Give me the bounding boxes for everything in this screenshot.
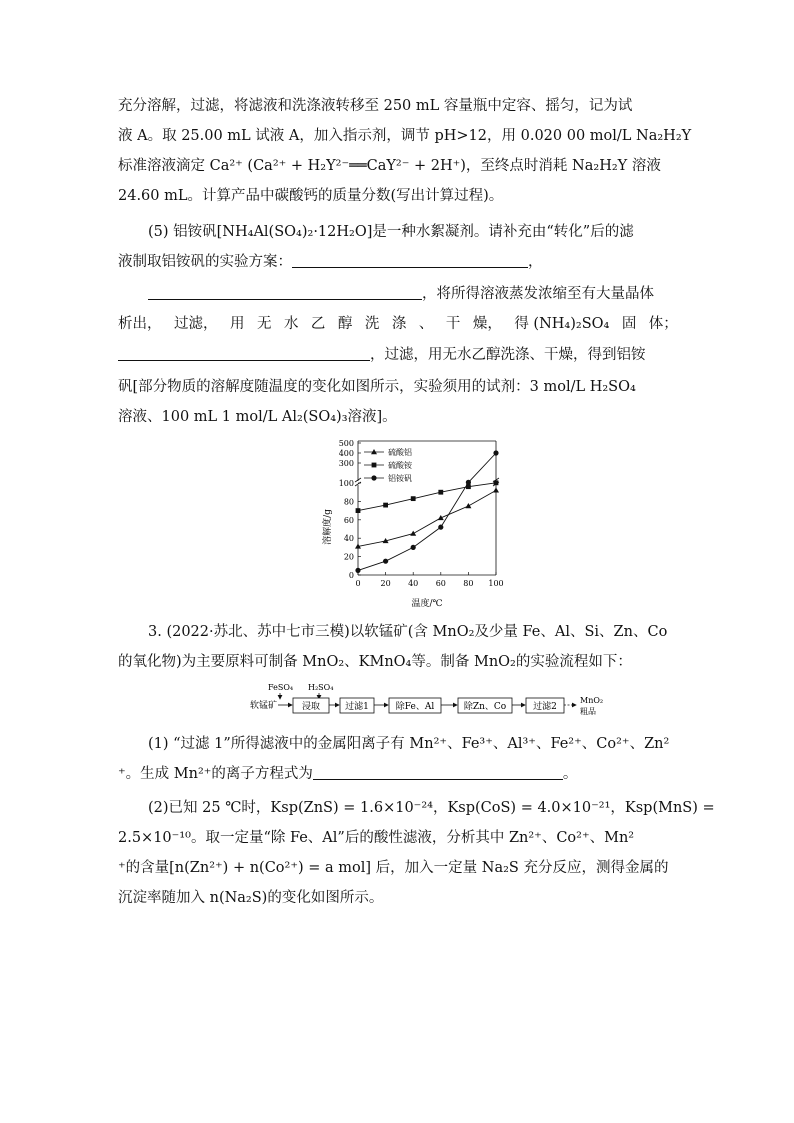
x-axis-label: 温度/℃ (411, 599, 443, 609)
q3-1-line2 (118, 764, 678, 784)
answer-blank[interactable] (313, 765, 563, 780)
y-tick-label: 60 (343, 515, 354, 525)
flow-step-filter2: 过滤2 (533, 702, 557, 712)
text-line: 矾[部分物质的溶解度随温度的变化如图所示，实验须用的试剂：3 mol/L H₂SO₄ (118, 379, 636, 395)
word: 涤 (391, 316, 407, 332)
word: 乙 (310, 316, 326, 332)
word: 用 (229, 316, 245, 332)
answer-blank[interactable] (148, 285, 422, 300)
q5-line5 (118, 345, 678, 365)
x-tick-label: 0 (355, 579, 361, 588)
text-line: 液 A。取 25.00 mL 试液 A，加入指示剂，调节 pH>12，用 0.020 00 mol/L Na₂H₂Y (118, 128, 692, 144)
chart-axes (321, 439, 504, 609)
text: ⁺。生成 Mn²⁺的离子方程式为 (118, 766, 313, 782)
data-point (466, 480, 471, 485)
data-point (356, 508, 361, 513)
data-point (438, 525, 443, 530)
text-line: ⁺的含量[n(Zn²⁺) + n(Co²⁺) = a mol] 后，加入一定量 Na₂S 充分反应，测得金属的 (118, 860, 669, 876)
series-line-square (358, 483, 496, 511)
x-tick-label: 40 (408, 579, 419, 588)
y-tick-label: 40 (343, 534, 354, 544)
answer-blank[interactable] (292, 253, 528, 268)
word: 醇 (337, 316, 353, 332)
data-point (493, 450, 498, 455)
flow-step-remove-zn-co: 除Zn、Co (463, 702, 507, 712)
chart-legend (364, 447, 413, 483)
x-tick-label: 60 (435, 579, 446, 588)
data-point (438, 490, 443, 495)
q5-line2 (118, 252, 678, 272)
y-tick-label: 80 (343, 497, 354, 507)
y-tick-label: 400 (338, 449, 354, 458)
text: ， (528, 254, 543, 270)
flow-reagent-feso4: FeSO₄ (268, 683, 294, 692)
process-flow-diagram (218, 677, 618, 725)
y-tick-label: 300 (338, 459, 354, 468)
data-point (411, 545, 416, 550)
word: 析出， (118, 316, 162, 332)
flow-product-mno2: MnO₂ (580, 696, 604, 705)
legend-label: 硫酸铝 (388, 448, 412, 457)
flow-start-label: 软锰矿 (250, 701, 278, 711)
x-tick-label: 100 (488, 579, 504, 588)
series-line-triangle (358, 490, 496, 546)
y-tick-label: 100 (338, 479, 354, 488)
word: 水 (283, 316, 299, 332)
y-tick-label: 500 (338, 439, 354, 448)
data-point (383, 503, 388, 508)
word: 洗 (364, 316, 380, 332)
text: ，过滤，用无水乙醇洗涤、干燥，得到铝铵 (370, 347, 646, 363)
text-line: 2.5×10⁻¹⁰。取一定量“除 Fe、Al”后的酸性滤液，分析其中 Zn²⁺、Co²⁺、Mn² (118, 830, 635, 846)
word: 无 (256, 316, 272, 332)
text-line: (1) “过滤 1”所得滤液中的金属阳离子有 Mn²⁺、Fe³⁺、Al³⁺、Fe²⁺、Co²⁺、Zn² (148, 736, 670, 752)
word: 固 (621, 316, 637, 332)
solubility-chart (318, 435, 518, 613)
y-axis-label: 溶解度/g (323, 509, 333, 545)
text-line: 充分溶解，过滤，将滤液和洗涤液转移至 250 mL 容量瓶中定容、摇匀，记为试 (118, 98, 633, 114)
data-point (355, 568, 360, 573)
series-line-circle (358, 453, 496, 570)
data-point (438, 515, 444, 520)
legend-label: 铝铵矾 (388, 474, 412, 483)
data-point (372, 463, 377, 468)
x-tick-label: 20 (380, 579, 391, 588)
word: 得 (NH₄)₂SO₄ (514, 316, 610, 332)
word: 干 (445, 316, 461, 332)
answer-blank[interactable] (118, 346, 370, 361)
text-line: 标准溶液滴定 Ca²⁺ (Ca²⁺ + H₂Y²⁻══CaY²⁻ + 2H⁺)，至终点时消耗 Na₂H₂Y 溶液 (118, 158, 661, 174)
text-line: (5) 铝铵矾[NH₄Al(SO₄)₂·12H₂O]是一种水絮凝剂。请补充由“转化”后的滤 (148, 224, 634, 240)
text-line: (2)已知 25 ℃时，Ksp(ZnS) = 1.6×10⁻²⁴，Ksp(CoS) = 4.0×10⁻²¹，Ksp(MnS) = (148, 800, 715, 816)
flow-step-remove-fe-al: 除Fe、Al (395, 702, 435, 712)
y-tick-label: 0 (348, 571, 354, 580)
data-point (383, 559, 388, 564)
data-point (371, 475, 376, 480)
y-tick-label: 20 (343, 552, 354, 562)
chart-series (355, 450, 499, 573)
word: 燥， (472, 316, 502, 332)
data-point (410, 531, 416, 536)
legend-label: 硫酸铵 (388, 461, 412, 470)
text: 。 (562, 766, 578, 782)
text-line: 的氧化物)为主要原料可制备 MnO₂、KMnO₄等。制备 MnO₂的实验流程如下： (118, 654, 632, 670)
word: 体； (648, 316, 678, 332)
flow-reagent-h2so4: H₂SO₄ (308, 683, 334, 692)
flow-step-filter1: 过滤1 (345, 702, 369, 712)
q5-line4 (118, 314, 678, 334)
text-line: 溶液、100 mL 1 mol/L Al₂(SO₄)₃溶液]。 (118, 409, 397, 425)
word: 过滤， (173, 316, 218, 332)
flow-step-leach: 浸取 (301, 702, 321, 712)
text: ，将所得溶液蒸发浓缩至有大量晶体 (422, 286, 654, 302)
text-line: 沉淀率随加入 n(Na₂S)的变化如图所示。 (118, 890, 384, 906)
text-line: 3. (2022·苏北、苏中七市三模)以软锰矿(含 MnO₂及少量 Fe、Al、Si、Zn、Co (148, 624, 668, 640)
word: 、 (418, 316, 434, 332)
q5-line3 (148, 284, 678, 304)
x-tick-label: 80 (463, 579, 474, 588)
text: 液制取铝铵矾的实验方案： (118, 254, 292, 270)
data-point (494, 480, 499, 485)
data-point (493, 487, 499, 492)
data-point (465, 503, 471, 508)
data-point (411, 496, 416, 501)
text-line: 24.60 mL。计算产品中碳酸钙的质量分数(写出计算过程)。 (118, 188, 504, 204)
flow-product-crude: 粗品 (580, 707, 596, 716)
